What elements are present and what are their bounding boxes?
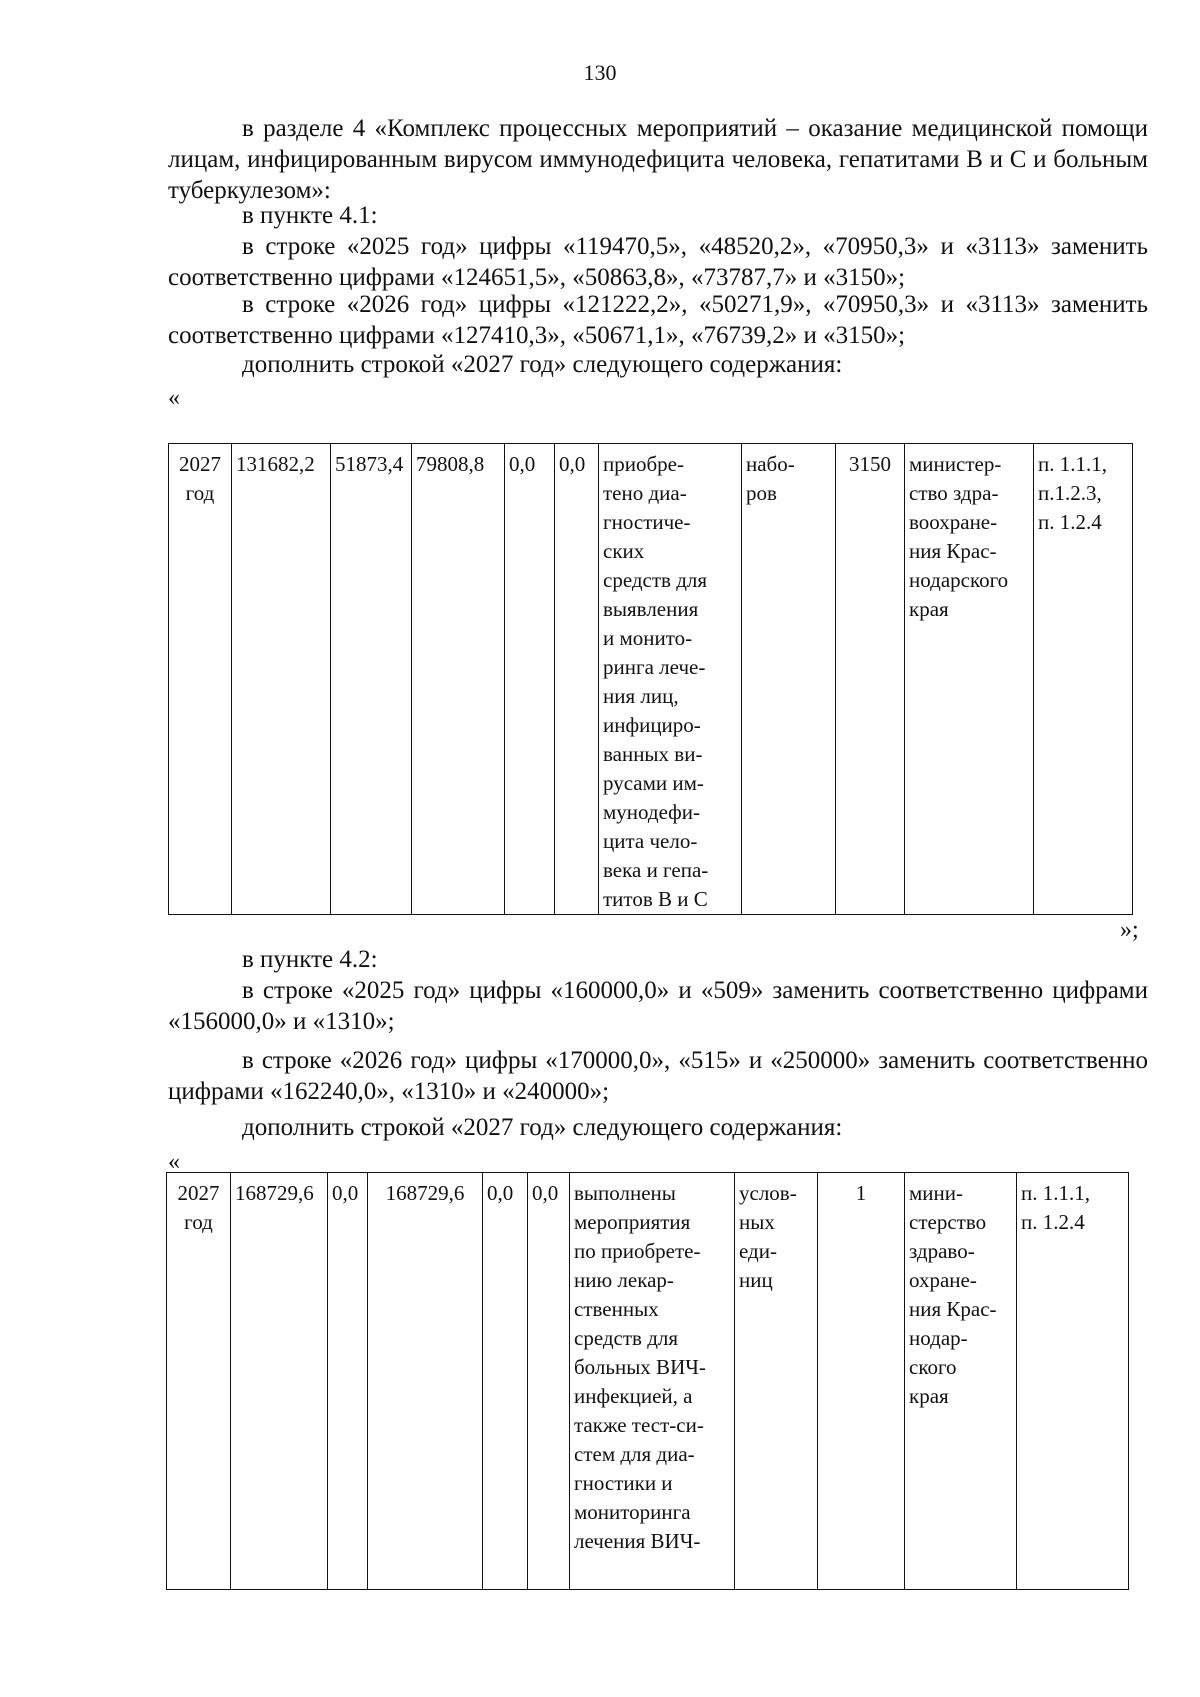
cell-amount-2: 0,0: [328, 1173, 368, 1590]
cell-unit: услов- ных еди- ниц: [735, 1173, 818, 1590]
cell-amount-4: 0,0: [505, 444, 555, 915]
paragraph-add-2027-b: дополнить строкой «2027 год» следующего содержания:: [242, 1114, 843, 1141]
cell-links: п. 1.1.1, п. 1.2.4: [1017, 1173, 1129, 1590]
opening-quote-2: «: [168, 1149, 180, 1175]
paragraph-row-2025-b: [168, 975, 1148, 1037]
cell-value: 1: [818, 1173, 905, 1590]
table-4-1-row-2027: [168, 443, 1133, 915]
cell-executor: мини- стерство здраво- охране- ния Крас- нодар- ского края: [905, 1173, 1017, 1590]
cell-result: выполнены мероприятия по приобрете- нию лекар- ственных средств для больных ВИЧ- инфекцией, а также тест-си- стем для диа- гностики и мониторинга лечения ВИЧ-: [570, 1173, 735, 1590]
table-4-2-row-2027: [166, 1172, 1129, 1590]
paragraph-row-2026-text: в строке «2026 год» цифры «121222,2», «50271,9», «70950,3» и «3113» заменить соответственно цифрами «127410,3», «50671,1», «76739,2» и «3150»;: [168, 291, 1148, 349]
paragraph-row-2026: [168, 289, 1148, 351]
paragraph-row-2026-b-text: в строке «2026 год» цифры «170000,0», «515» и «250000» заменить соответственно цифрами «162240,0», «1310» и «240000»;: [168, 1047, 1148, 1105]
paragraph-add-2027: дополнить строкой «2027 год» следующего содержания:: [242, 351, 843, 378]
closing-quote: »;: [1120, 917, 1139, 943]
cell-amount-5: 0,0: [528, 1173, 570, 1590]
cell-executor: министер- ство здра- воохране- ния Крас- нодарского края: [905, 444, 1034, 915]
opening-quote: «: [168, 385, 180, 411]
cell-amount-5: 0,0: [555, 444, 599, 915]
cell-result: приобре- тено диа- гностиче- ских средств для выявления и монито- ринга лече- ния лиц, инфициро- ванных ви- русами им- мунодефи- цита чело- века и гепа- титов В и С: [599, 444, 742, 915]
cell-amount-3: 168729,6: [368, 1173, 483, 1590]
cell-value: 3150: [836, 444, 905, 915]
paragraph-item-4-1: в пункте 4.1:: [242, 202, 378, 229]
cell-amount-4: 0,0: [483, 1173, 528, 1590]
cell-year: 2027 год: [167, 1173, 231, 1590]
paragraph-row-2025-b-text: в строке «2025 год» цифры «160000,0» и «509» заменить соответственно цифрами «156000,0» и «1310»;: [168, 977, 1148, 1035]
paragraph-section-4-text: в разделе 4 «Комплекс процессных мероприятий – оказание медицинской помощи лицам, инфицированным вирусом иммунодефицита человека, гепатитами В и С и больным туберкулезом»:: [168, 115, 1148, 204]
cell-unit: набо- ров: [742, 444, 836, 915]
cell-total: 131682,2: [232, 444, 331, 915]
cell-year: 2027 год: [169, 444, 232, 915]
paragraph-row-2025: [168, 231, 1148, 293]
cell-links: п. 1.1.1, п.1.2.3, п. 1.2.4: [1034, 444, 1133, 915]
paragraph-row-2026-b: [168, 1045, 1148, 1107]
page-number: 130: [583, 60, 617, 85]
paragraph-row-2025-text: в строке «2025 год» цифры «119470,5», «48520,2», «70950,3» и «3113» заменить соответственно цифрами «124651,5», «50863,8», «73787,7» и «3150»;: [168, 233, 1148, 291]
cell-amount-3: 79808,8: [412, 444, 505, 915]
paragraph-item-4-2: в пункте 4.2:: [242, 946, 378, 973]
paragraph-section-4: [168, 113, 1148, 206]
cell-amount-2: 51873,4: [331, 444, 412, 915]
cell-total: 168729,6: [231, 1173, 328, 1590]
